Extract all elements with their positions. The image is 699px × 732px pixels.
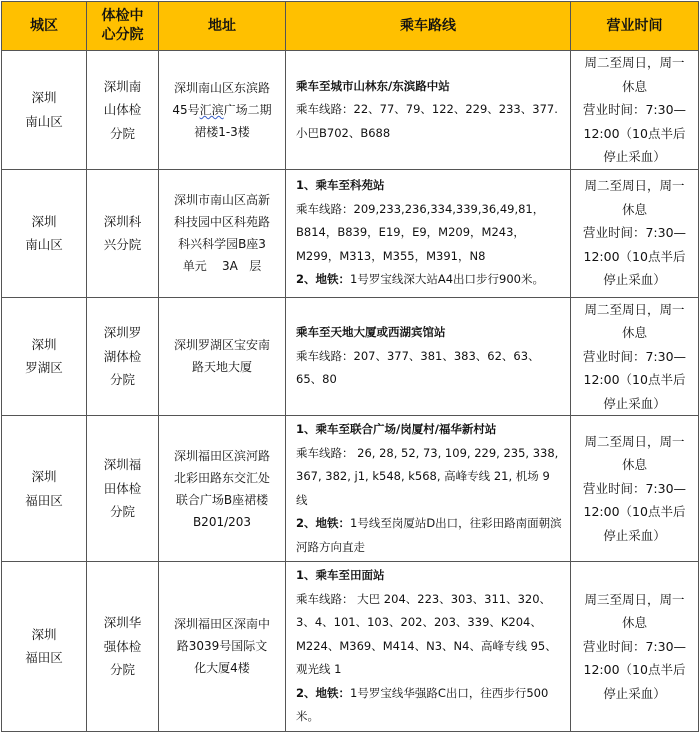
district-cell: 深圳 南山区 bbox=[2, 51, 87, 170]
route-title: 乘车至天地大厦或西湖宾馆站 bbox=[296, 325, 446, 339]
hours-cell: 周二至周日，周一 休息 营业时间：7:30— 12:00（10点半后 停止采血） bbox=[571, 51, 699, 170]
route-text: 1号罗宝线深大站A4出口步行900米。 bbox=[350, 272, 544, 287]
district-cell: 深圳 福田区 bbox=[2, 416, 87, 562]
branch-cell: 深圳科 兴分院 bbox=[87, 169, 159, 297]
route-cell bbox=[286, 51, 571, 170]
header-address: 地址 bbox=[159, 2, 286, 51]
branch-table bbox=[1, 1, 699, 732]
route-text: 乘车线路：22、77、79、122、229、233、377.小巴B702、B688 bbox=[296, 102, 558, 140]
route-text: 乘车线路： 26, 28, 52, 73, 109, 229, 235, 338, 367, 382, j1, k548, k568, 高峰专线 21, 机场 9 线 bbox=[296, 445, 559, 507]
route-text: 1号罗宝线华强路C出口，往西步行500米。 bbox=[296, 685, 549, 723]
table-row bbox=[2, 297, 699, 416]
route-title: 2、地铁： bbox=[296, 516, 351, 530]
address-cell: 深圳罗湖区宝安南 路天地大厦 bbox=[159, 297, 286, 416]
district-cell: 深圳 南山区 bbox=[2, 169, 87, 297]
route-title: 2、地铁： bbox=[296, 272, 351, 287]
route-text: 1号线至岗厦站D出口，往彩田路南面朝滨河路方向直走 bbox=[296, 516, 562, 554]
header-route: 乘车路线 bbox=[286, 2, 571, 51]
route-text: 乘车线路： 大巴 204、223、303、311、320、3、4、101、103、202、203、339、K204、M224、M369、M414、N3、N4、高峰专线 95、观光线 1 bbox=[296, 591, 557, 676]
address-cell: 深圳市南山区高新 科技园中区科苑路 科兴科学园B座3 单元 3A 层 bbox=[159, 169, 286, 297]
route-cell bbox=[286, 169, 571, 297]
route-title: 乘车至城市山林东/东滨路中站 bbox=[296, 78, 450, 93]
address-cell: 深圳南山区东滨路 45号汇滨广场二期 裙楼1-3楼 bbox=[159, 51, 286, 170]
route-cell bbox=[286, 562, 571, 732]
district-cell: 深圳 福田区 bbox=[2, 562, 87, 732]
route-title: 1、乘车至田面站 bbox=[296, 568, 385, 582]
route-cell bbox=[286, 416, 571, 562]
header-district: 城区 bbox=[2, 2, 87, 51]
hours-cell: 周二至周日，周一 休息 营业时间：7:30— 12:00（10点半后 停止采血） bbox=[571, 416, 699, 562]
district-cell: 深圳 罗湖区 bbox=[2, 297, 87, 416]
route-text: 乘车线路：209,233,236,334,339,36,49,81，B814，B839，E19，E9，M209，M243，M299，M313，M355，M391，N8 bbox=[296, 201, 545, 263]
hours-cell: 周三至周日，周一 休息 营业时间：7:30— 12:00（10点半后 停止采血） bbox=[571, 562, 699, 732]
branch-cell: 深圳南 山体检 分院 bbox=[87, 51, 159, 170]
address-cell: 深圳福田区滨河路 北彩田路东交汇处 联合广场B座裙楼 B201/203 bbox=[159, 416, 286, 562]
table-row bbox=[2, 51, 699, 170]
header-hours: 营业时间 bbox=[571, 2, 699, 51]
header-row bbox=[2, 2, 699, 51]
header-branch: 体检中 心分院 bbox=[87, 2, 159, 51]
branch-cell: 深圳华 强体检 分院 bbox=[87, 562, 159, 732]
table-row bbox=[2, 169, 699, 297]
table-row bbox=[2, 416, 699, 562]
route-cell bbox=[286, 297, 571, 416]
route-title: 2、地铁： bbox=[296, 685, 351, 700]
route-title: 1、乘车至联合广场/岗厦村/福华新村站 bbox=[296, 422, 497, 436]
hours-cell: 周二至周日，周一 休息 营业时间：7:30— 12:00（10点半后 停止采血） bbox=[571, 169, 699, 297]
branch-cell: 深圳福 田体检 分院 bbox=[87, 416, 159, 562]
hours-cell: 周二至周日，周一 休息 营业时间：7:30— 12:00（10点半后 停止采血） bbox=[571, 297, 699, 416]
branch-cell: 深圳罗 湖体检 分院 bbox=[87, 297, 159, 416]
table-row bbox=[2, 562, 699, 732]
route-title: 1、乘车至科苑站 bbox=[296, 178, 385, 193]
address-cell: 深圳福田区深南中 路3039号国际文 化大厦4楼 bbox=[159, 562, 286, 732]
route-text: 乘车线路：207、377、381、383、62、63、65、80 bbox=[296, 348, 540, 386]
